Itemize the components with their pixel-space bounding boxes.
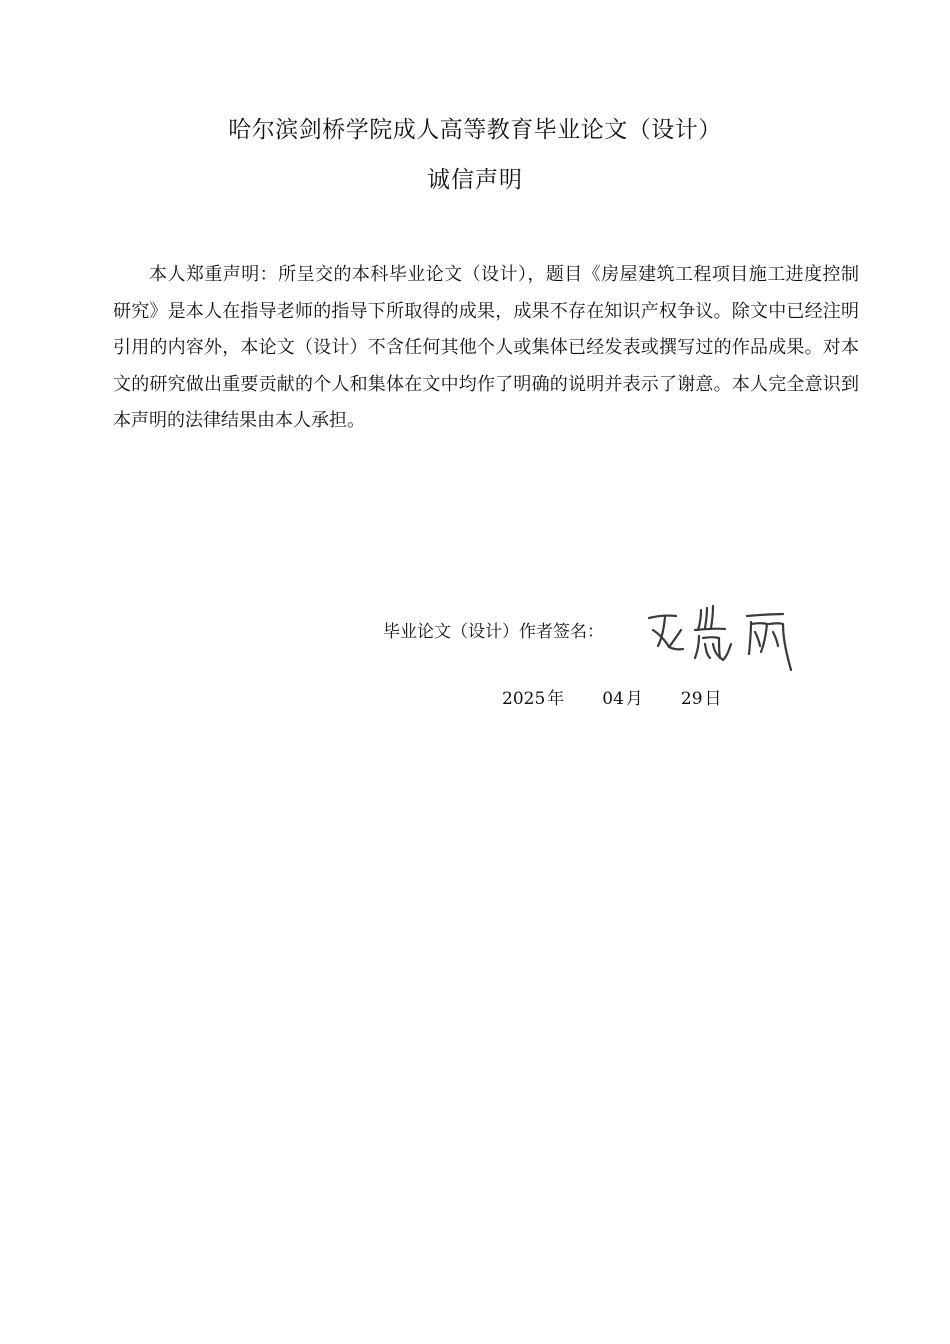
handwritten-signature: [643, 600, 803, 676]
document-title: 哈尔滨剑桥学院成人高等教育毕业论文（设计）: [228, 117, 722, 143]
document-subtitle: 诚信声明: [427, 167, 523, 193]
date-month-unit: 月: [625, 689, 643, 709]
signature-row: [383, 614, 604, 644]
signature-date: [502, 684, 722, 709]
signature-label: 毕业论文（设计）作者签名：: [383, 621, 604, 642]
date-day-unit: 日: [704, 689, 722, 709]
date-year: 2025: [502, 689, 546, 709]
date-day: 29: [680, 689, 703, 709]
declaration-paragraph: 本人郑重声明：所呈交的本科毕业论文（设计），题目《房屋建筑工程项目施工进度控制研究》是本人在指导老师的指导下所取得的成果，成果不存在知识产权争议。除文中已经注明引用的内容外，本论文（设计）不含任何其他个人或集体已经发表或撰写过的作品成果。对本文的研究做出重要贡献的个人和集体在文中均作了明确的说明并表示了谢意。本人完全意识到本声明的法律结果由本人承担。: [113, 264, 859, 431]
date-month: 04: [602, 689, 624, 709]
date-year-unit: 年: [547, 689, 565, 709]
